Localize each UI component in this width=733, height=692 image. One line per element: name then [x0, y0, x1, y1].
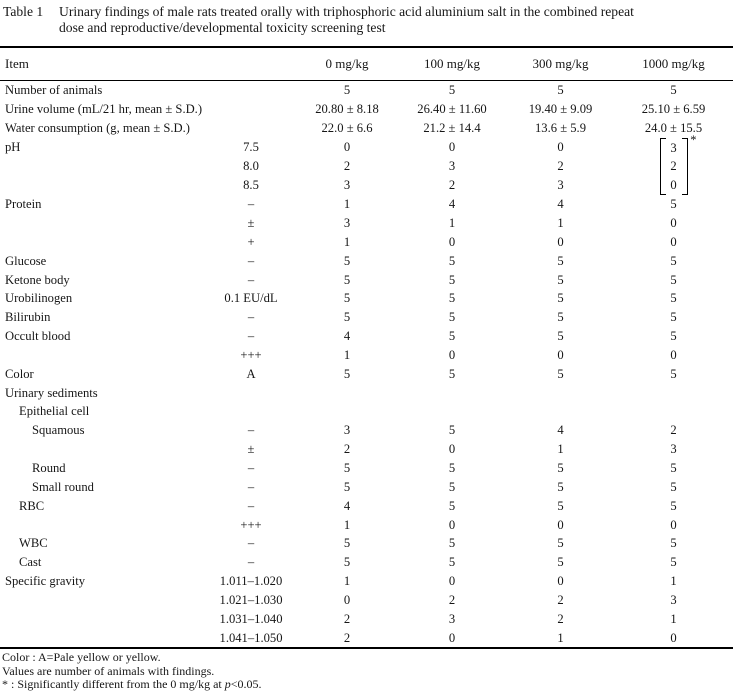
value-cell: 4: [343, 329, 351, 344]
value-cell: 5: [557, 460, 564, 475]
item-cell: Protein: [5, 197, 42, 212]
value-cell: 2: [557, 592, 564, 607]
item-cell: Urinary sediments: [5, 385, 98, 400]
table-title-label: Table 1: [3, 4, 44, 19]
value-cell: 1: [557, 442, 564, 457]
value-cell: 5: [343, 291, 351, 306]
ph-bracket-cell: [614, 132, 733, 196]
value-cell: 5: [557, 366, 564, 381]
table-row: [0, 252, 733, 271]
qualifier-cell: –: [247, 423, 255, 438]
item-cell: [0, 610, 205, 629]
value-cell: 1: [343, 197, 351, 212]
value-cell: 5: [343, 536, 351, 551]
table-row: [0, 365, 733, 384]
table-row: [0, 610, 733, 629]
item-cell: Glucose: [5, 253, 47, 268]
qualifier-cell: –: [247, 536, 255, 551]
value-cell: 5: [557, 83, 564, 98]
table-header: [0, 47, 733, 81]
footnotes: [0, 651, 733, 692]
table-body: [0, 81, 733, 649]
value-cell: 5: [670, 310, 677, 325]
qualifier-cell: A: [246, 366, 256, 381]
value-cell: 2: [448, 178, 456, 193]
value-cell: 0: [557, 517, 564, 532]
table-row: [0, 553, 733, 572]
value-cell: 5: [557, 555, 564, 570]
value-cell: 1: [343, 517, 351, 532]
value-cell: 5: [557, 272, 564, 287]
value-cell: 2: [343, 442, 351, 457]
item-cell: Small round: [32, 479, 94, 494]
table-row: [0, 327, 733, 346]
footnote-significance-prefix: * : Significantly different from the 0 mg/kg at: [2, 677, 225, 692]
value-cell: 0: [448, 517, 456, 532]
value-cell: 5: [448, 329, 456, 344]
value-cell: 5: [448, 310, 456, 325]
qualifier-cell: ±: [247, 442, 255, 457]
header-row: [0, 47, 733, 81]
value-cell: 0: [448, 139, 456, 154]
qualifier-cell: +++: [240, 517, 262, 532]
item-cell: Round: [32, 460, 66, 475]
value-cell: 0: [557, 574, 564, 589]
qualifier-cell: 1.011–1.020: [219, 574, 283, 589]
table-row: [0, 440, 733, 459]
item-cell: Occult blood: [5, 329, 71, 344]
significance-asterisk: *: [690, 132, 697, 147]
value-cell: 5: [448, 366, 456, 381]
footnote-p-symbol: p: [224, 677, 231, 692]
table-title-text: [59, 4, 727, 36]
bracket-value: 0: [670, 177, 677, 192]
item-cell: [0, 440, 205, 459]
value-cell: 5: [670, 291, 677, 306]
value-cell: 5: [670, 329, 677, 344]
value-cell: 0: [448, 574, 456, 589]
item-cell: Color: [5, 366, 34, 381]
qualifier-cell: ±: [247, 216, 255, 230]
qualifier-cell: 8.0: [243, 158, 259, 173]
value-cell: 0: [448, 442, 456, 457]
table-row: [0, 100, 733, 119]
value-cell: 3: [343, 216, 351, 230]
value-cell: 3: [670, 592, 677, 607]
value-cell: 5: [343, 310, 351, 325]
item-cell: pH: [5, 139, 21, 154]
value-cell: 2: [557, 611, 564, 626]
table-row: [0, 628, 733, 648]
value-cell: 0: [670, 630, 677, 645]
value-cell: 1: [343, 574, 351, 589]
qualifier-cell: 7.5: [243, 139, 259, 154]
value-cell: 5: [448, 460, 456, 475]
qualifier-cell: –: [247, 310, 255, 325]
header-dose-300: 300 mg/kg: [507, 47, 614, 81]
value-cell: 4: [343, 498, 351, 513]
item-cell: [0, 591, 205, 610]
header-dose-1000: 1000 mg/kg: [614, 47, 733, 81]
qualifier-cell: 0.1 EU/dL: [224, 291, 278, 306]
value-cell: 5: [670, 479, 677, 494]
value-cell: 5: [670, 272, 677, 287]
value-cell: 1: [343, 347, 351, 362]
value-cell: 4: [557, 197, 564, 212]
table-row: [0, 308, 733, 327]
table-title-line2: dose and reproductive/developmental toxicity screening test: [59, 20, 386, 35]
table-row: [0, 289, 733, 308]
table-row: [0, 346, 733, 365]
header-item: Item: [0, 47, 205, 81]
value-cell: 5: [343, 83, 351, 98]
item-cell: [0, 628, 205, 648]
value-cell: 5: [557, 498, 564, 513]
qualifier-cell: –: [247, 197, 255, 212]
qualifier-cell: 1.041–1.050: [219, 630, 283, 645]
value-cell: 2: [343, 611, 351, 626]
item-cell: Urine volume (mL/21 hr, mean ± S.D.): [5, 101, 203, 116]
value-cell: 0: [557, 139, 564, 154]
qualifier-cell: –: [247, 460, 255, 475]
value-cell: 0: [557, 347, 564, 362]
qualifier-cell: +++: [240, 347, 262, 362]
value-cell: 2: [670, 423, 677, 438]
qualifier-cell: 8.5: [243, 178, 259, 193]
item-cell: Epithelial cell: [19, 404, 90, 419]
value-cell: 3: [343, 423, 351, 438]
value-cell: 0: [448, 234, 456, 249]
value-cell: 25.10 ± 6.59: [641, 101, 706, 116]
value-cell: 5: [343, 479, 351, 494]
value-cell: 4: [448, 197, 456, 212]
value-cell: 1: [557, 630, 564, 645]
value-cell: 0: [343, 139, 351, 154]
table-title-line1: Urinary findings of male rats treated orally with triphosphoric acid aluminium salt in the combined repeat: [59, 4, 634, 19]
value-cell: 22.0 ± 6.6: [321, 120, 373, 135]
value-cell: 2: [448, 592, 456, 607]
value-cell: 5: [343, 272, 351, 287]
qualifier-cell: –: [247, 479, 255, 494]
value-cell: 0: [670, 216, 677, 230]
value-cell: 5: [448, 291, 456, 306]
value-cell: 5: [670, 197, 677, 212]
item-cell: [0, 176, 205, 195]
qualifier-cell: –: [247, 272, 255, 287]
table-row: [0, 478, 733, 497]
value-cell: 5: [557, 479, 564, 494]
value-cell: 5: [343, 555, 351, 570]
value-cell: 0: [557, 234, 564, 249]
qualifier-cell: –: [247, 329, 255, 344]
value-cell: 19.40 ± 9.09: [528, 101, 593, 116]
value-cell: 1: [670, 574, 677, 589]
item-cell: [0, 157, 205, 176]
value-cell: 5: [670, 555, 677, 570]
footnote-significance-suffix: <0.05.: [230, 677, 262, 692]
value-cell: 0: [670, 517, 677, 532]
value-cell: 5: [448, 253, 456, 268]
value-cell: 3: [670, 442, 677, 457]
qualifier-cell: –: [247, 555, 255, 570]
value-cell: 4: [557, 423, 564, 438]
table-row: [0, 572, 733, 591]
value-cell: 5: [670, 83, 677, 98]
value-cell: 24.0 ± 15.5: [644, 120, 703, 135]
table-row: [0, 515, 733, 534]
value-cell: 0: [343, 592, 351, 607]
table-row: [0, 195, 733, 214]
table-row: [0, 497, 733, 516]
qualifier-cell: [205, 81, 297, 100]
value-cell: 5: [670, 253, 677, 268]
value-cell: 5: [448, 479, 456, 494]
item-cell: [0, 346, 205, 365]
value-cell: 20.80 ± 8.18: [315, 101, 379, 116]
value-cell: 5: [557, 329, 564, 344]
value-cell: 5: [448, 423, 456, 438]
table-row: [0, 591, 733, 610]
value-cell: 3: [448, 611, 456, 626]
table-title: [0, 4, 733, 36]
item-cell: [0, 515, 205, 534]
value-cell: 2: [343, 630, 351, 645]
item-cell: Specific gravity: [5, 574, 86, 589]
value-cell: 3: [343, 178, 351, 193]
value-cell: 0: [448, 347, 456, 362]
item-cell: Number of animals: [5, 83, 103, 98]
value-cell: 0: [670, 347, 677, 362]
value-cell: 13.6 ± 5.9: [535, 120, 586, 135]
value-cell: 1: [343, 234, 351, 249]
item-cell: Urobilinogen: [5, 291, 73, 306]
value-cell: 1: [557, 216, 564, 230]
value-cell: 5: [448, 555, 456, 570]
value-cell: 5: [448, 272, 456, 287]
value-cell: 5: [343, 366, 351, 381]
value-cell: 5: [670, 366, 677, 381]
bracket-value: 2: [670, 159, 677, 174]
item-cell: Cast: [19, 555, 42, 570]
value-cell: 1: [670, 611, 677, 626]
value-cell: 5: [557, 310, 564, 325]
header-dose-0: 0 mg/kg: [297, 47, 397, 81]
value-cell: 5: [670, 536, 677, 551]
value-cell: 5: [448, 83, 456, 98]
qualifier-cell: 1.021–1.030: [219, 592, 283, 607]
table-row: [0, 119, 733, 138]
ph-bracket: [660, 132, 697, 196]
value-cell: 3: [557, 178, 564, 193]
item-cell: RBC: [19, 498, 45, 513]
item-cell: [0, 233, 205, 252]
value-cell: 2: [557, 158, 564, 173]
value-cell: 1: [448, 216, 456, 230]
qualifier-cell: –: [247, 498, 255, 513]
value-cell: 5: [343, 253, 351, 268]
urinary-findings-table: [0, 46, 733, 649]
value-cell: 5: [557, 253, 564, 268]
footnote-values: Values are number of animals with findings.: [2, 663, 215, 678]
item-cell: Ketone body: [5, 272, 70, 287]
table-row: [0, 81, 733, 100]
value-cell: 26.40 ± 11.60: [417, 101, 487, 116]
item-cell: [0, 214, 205, 233]
value-cell: 5: [448, 498, 456, 513]
header-qualifier-spacer: [205, 47, 297, 81]
value-cell: 2: [343, 158, 351, 173]
qualifier-cell: +: [247, 234, 255, 249]
table-row: [0, 270, 733, 289]
qualifier-cell: –: [247, 253, 255, 268]
table-row: [0, 233, 733, 252]
qualifier-cell: [205, 119, 297, 138]
item-cell: Squamous: [32, 423, 85, 438]
item-cell: WBC: [19, 536, 48, 551]
value-cell: 3: [448, 158, 456, 173]
value-cell: 0: [448, 630, 456, 645]
value-cell: 0: [670, 234, 677, 249]
qualifier-cell: [205, 100, 297, 119]
footnote-color: Color : A=Pale yellow or yellow.: [2, 650, 161, 665]
table-row: [0, 214, 733, 233]
header-dose-100: 100 mg/kg: [397, 47, 507, 81]
qualifier-cell: 1.031–1.040: [219, 611, 283, 626]
section-row: [0, 383, 733, 402]
table-row: [0, 138, 733, 157]
table-row: [0, 459, 733, 478]
table-row: [0, 421, 733, 440]
item-cell: Bilirubin: [5, 310, 51, 325]
value-cell: 5: [670, 460, 677, 475]
item-cell: Water consumption (g, mean ± S.D.): [5, 120, 190, 135]
value-cell: 5: [670, 498, 677, 513]
bracket-value: 3: [670, 140, 677, 155]
value-cell: 5: [557, 291, 564, 306]
value-cell: 5: [448, 536, 456, 551]
value-cell: 5: [557, 536, 564, 551]
table-row: [0, 534, 733, 553]
value-cell: 5: [343, 460, 351, 475]
section-row: [0, 402, 733, 421]
value-cell: 21.2 ± 14.4: [423, 120, 481, 135]
